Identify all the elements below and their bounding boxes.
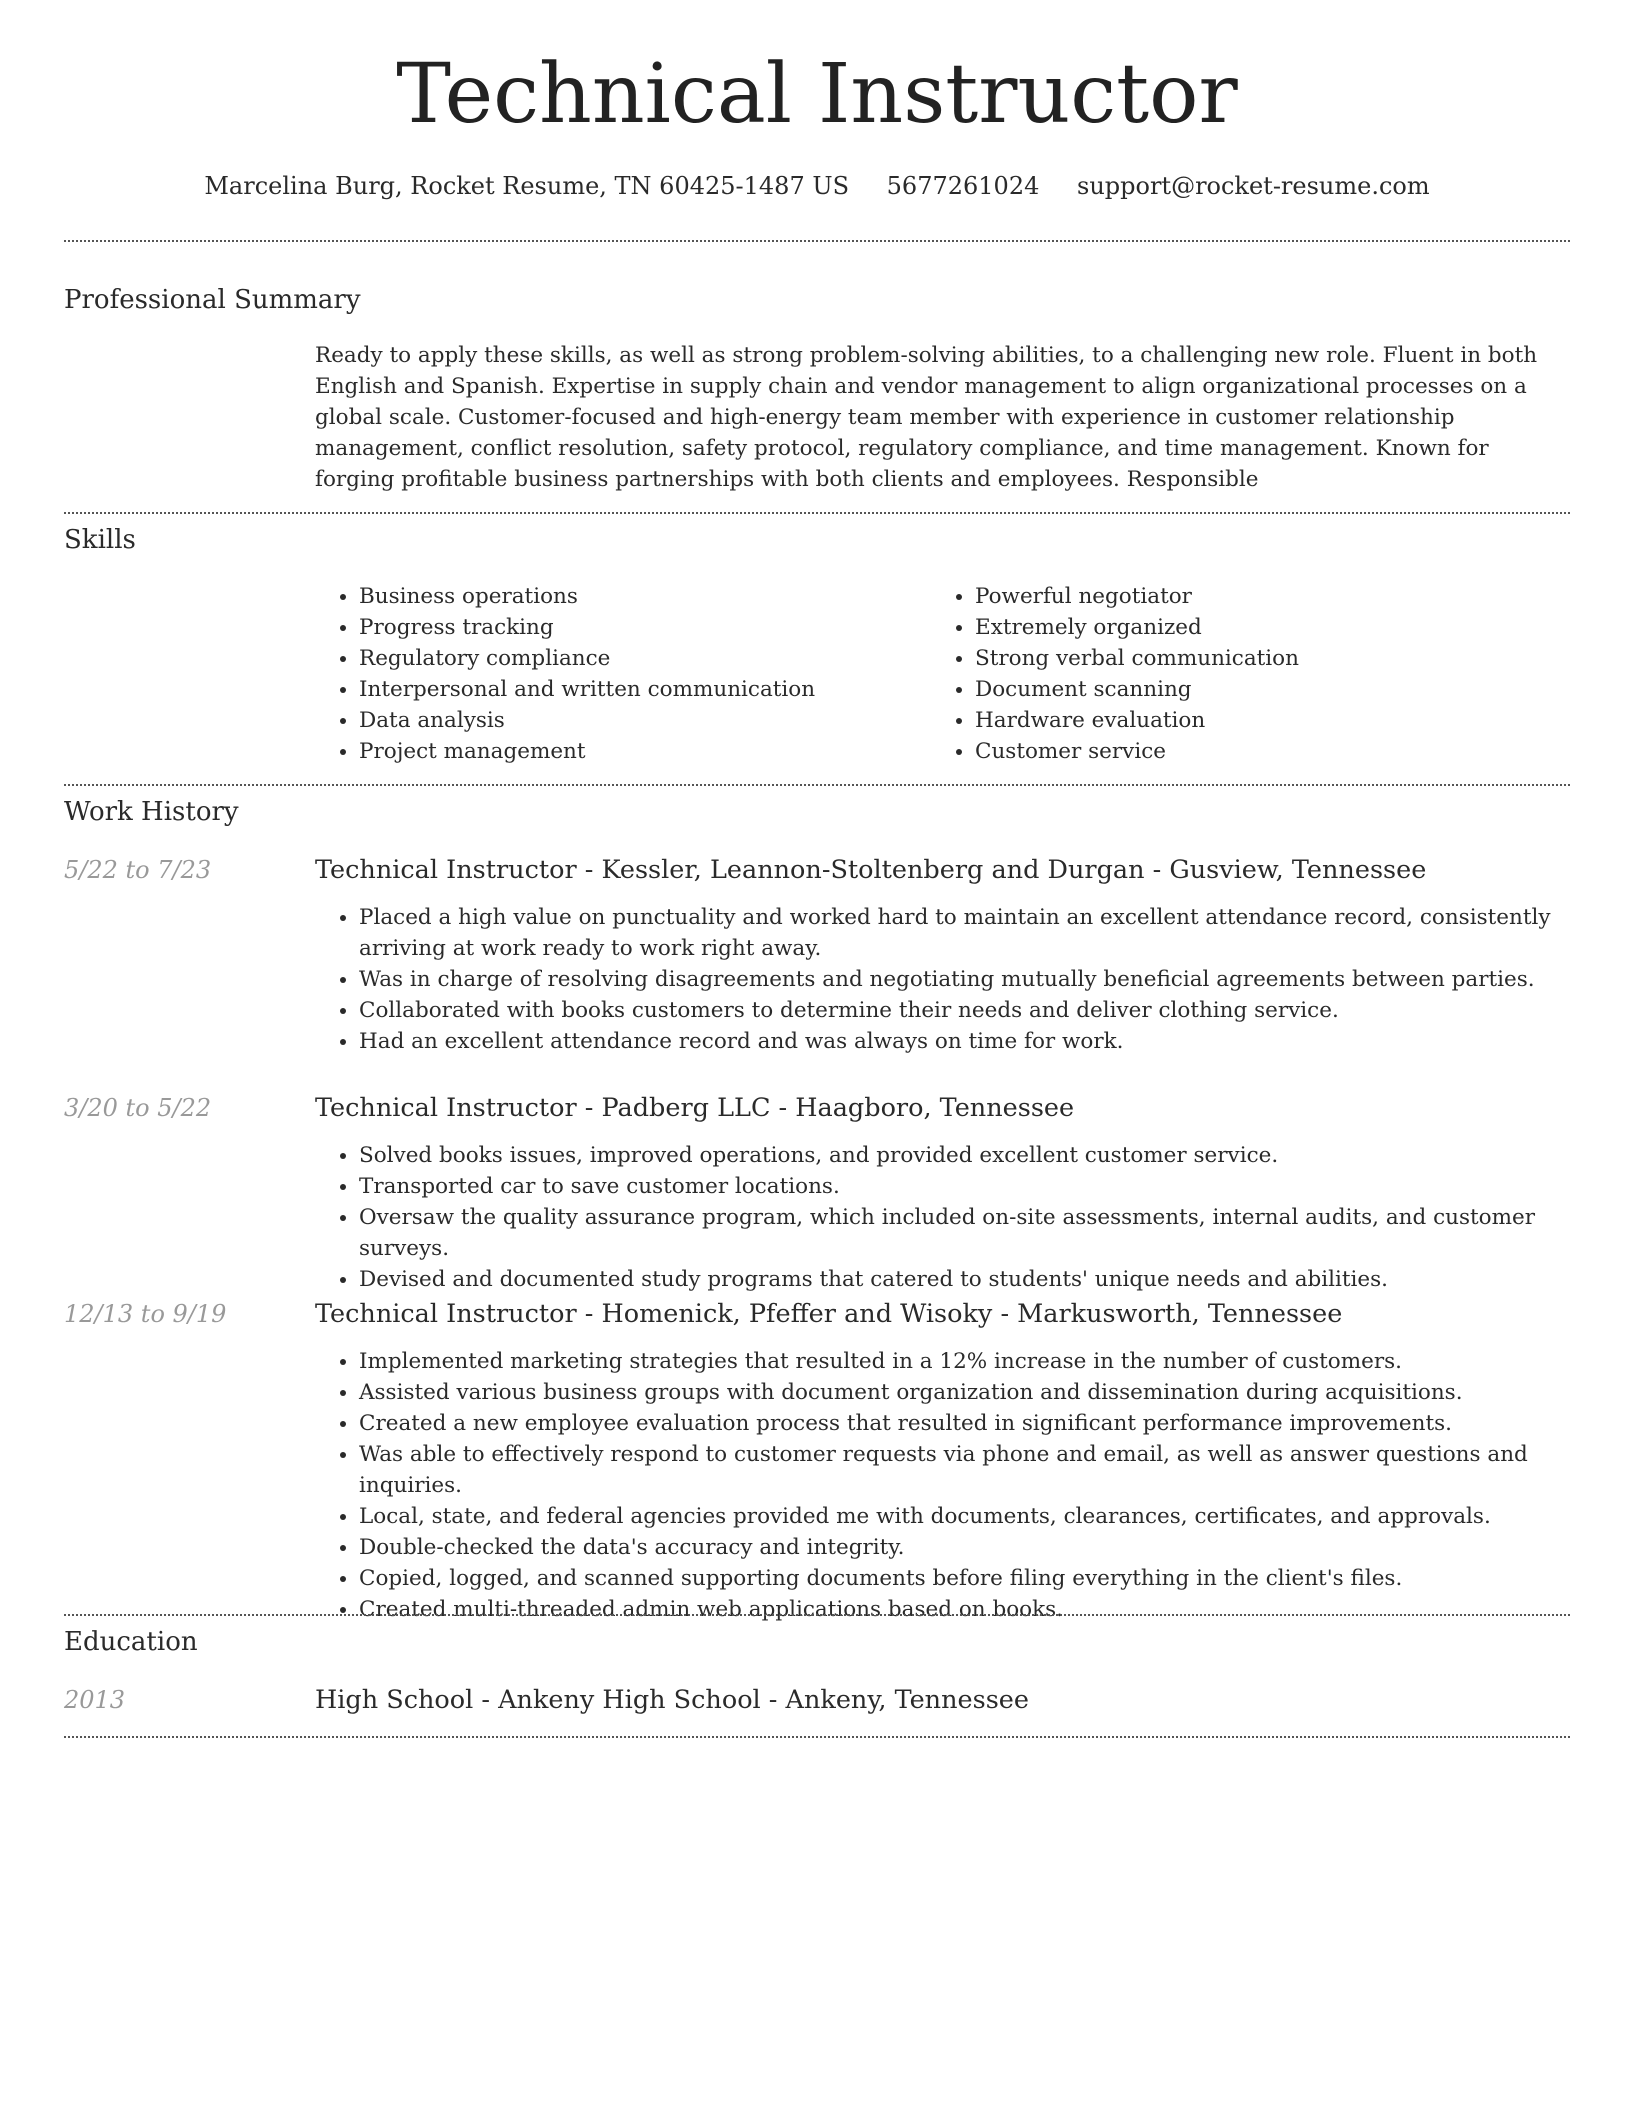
skill-item: • Interpersonal and written communication <box>359 674 815 705</box>
skills-heading: Skills <box>64 525 136 555</box>
skill-item: • Customer service <box>975 736 1299 767</box>
job-dates: 12/13 to 9/19 <box>64 1300 227 1328</box>
contact-line <box>64 170 1570 202</box>
job-dates: 5/22 to 7/23 <box>64 856 212 884</box>
skill-item: • Progress tracking <box>359 612 815 643</box>
skill-item: • Strong verbal communication <box>975 643 1299 674</box>
job-bullet: • Placed a high value on punctuality and worked hard to maintain an excellent attendance record, consistently arriving at work ready to work right away. <box>359 902 1569 964</box>
work-history-heading: Work History <box>64 797 239 827</box>
job-title-line <box>315 1298 1342 1330</box>
job-title: Technical Instructor <box>315 1093 577 1123</box>
summary-heading: Professional Summary <box>64 285 361 315</box>
section-divider <box>64 1736 1570 1738</box>
skills-column-left <box>315 581 815 767</box>
job-employer-location: - Padberg LLC - Haagboro, Tennessee <box>576 1093 1075 1123</box>
job-bullet: • Transported car to save customer locations. <box>359 1171 1569 1202</box>
job-title: Technical Instructor <box>315 1299 577 1329</box>
skill-item: • Extremely organized <box>975 612 1299 643</box>
job-bullet: • Solved books issues, improved operations, and provided excellent customer service. <box>359 1140 1569 1171</box>
section-divider <box>64 240 1570 242</box>
job-bullet: • Copied, logged, and scanned supporting documents before filing everything in the client's files. <box>359 1563 1569 1594</box>
skill-item: • Data analysis <box>359 705 815 736</box>
job-employer-location: - Homenick, Pfeffer and Wisoky - Markusworth, Tennessee <box>576 1299 1343 1329</box>
skill-item: • Business operations <box>359 581 815 612</box>
skill-item: • Project management <box>359 736 815 767</box>
skill-item: • Regulatory compliance <box>359 643 815 674</box>
job-title-line <box>315 1092 1074 1124</box>
section-divider <box>64 512 1570 514</box>
resume-page <box>64 0 1570 2112</box>
job-bullet: • Devised and documented study programs that catered to students' unique needs and abilities. <box>359 1264 1569 1295</box>
contact-email: support@rocket-resume.com <box>1077 172 1430 200</box>
skills-column-right <box>931 581 1299 767</box>
contact-phone: 5677261024 <box>886 172 1040 200</box>
education-title-line <box>315 1684 1029 1716</box>
job-employer-location: - Kessler, Leannon-Stoltenberg and Durgan - Gusview, Tennessee <box>576 855 1427 885</box>
job-bullet: • Implemented marketing strategies that resulted in a 12% increase in the number of customers. <box>359 1346 1569 1377</box>
job-bullets <box>315 902 1569 1057</box>
summary-text: Ready to apply these skills, as well as strong problem-solving abilities, to a challenging new role. Fluent in both English and Spanish. Expertise in supply chain and vendor management to align organizational processes on a global scale. Customer-focused and high-energy team member with experience in customer relationship management, conflict resolution, safety protocol, regulatory compliance, and time management. Known for forging profitable business partnerships with both clients and employees. Responsible <box>315 343 1538 492</box>
job-title-line <box>315 854 1426 886</box>
job-bullets <box>315 1140 1569 1295</box>
skill-item: • Hardware evaluation <box>975 705 1299 736</box>
job-bullet: • Assisted various business groups with document organization and dissemination during acquisitions. <box>359 1377 1569 1408</box>
education-school-location: - Ankeny High School - Ankeny, Tennessee <box>473 1685 1029 1715</box>
skill-item: • Powerful negotiator <box>975 581 1299 612</box>
job-bullet: • Created a new employee evaluation process that resulted in significant performance improvements. <box>359 1408 1569 1439</box>
section-divider <box>64 784 1570 786</box>
contact-address: Marcelina Burg, Rocket Resume, TN 60425-1487 US <box>204 172 850 200</box>
skill-item: • Document scanning <box>975 674 1299 705</box>
education-degree: High School <box>315 1685 474 1715</box>
resume-title: Technical Instructor <box>396 47 1238 142</box>
job-bullet: • Created multi-threaded admin web applications based on books. <box>359 1594 1569 1625</box>
job-title: Technical Instructor <box>315 855 577 885</box>
education-heading: Education <box>64 1627 198 1657</box>
education-year: 2013 <box>64 1686 126 1714</box>
job-dates: 3/20 to 5/22 <box>64 1094 212 1122</box>
job-bullet: • Oversaw the quality assurance program, which included on-site assessments, internal audits, and customer surveys. <box>359 1202 1569 1264</box>
job-bullet: • Collaborated with books customers to determine their needs and deliver clothing service. <box>359 995 1569 1026</box>
job-bullets <box>315 1346 1569 1625</box>
job-bullet: • Had an excellent attendance record and was always on time for work. <box>359 1026 1569 1057</box>
job-bullet: • Local, state, and federal agencies provided me with documents, clearances, certificates, and approvals. <box>359 1501 1569 1532</box>
job-bullet: • Was in charge of resolving disagreements and negotiating mutually beneficial agreements between parties. <box>359 964 1569 995</box>
job-bullet: • Double-checked the data's accuracy and integrity. <box>359 1532 1569 1563</box>
section-divider <box>64 1614 1570 1616</box>
job-bullet: • Was able to effectively respond to customer requests via phone and email, as well as answer questions and inquiries. <box>359 1439 1569 1501</box>
